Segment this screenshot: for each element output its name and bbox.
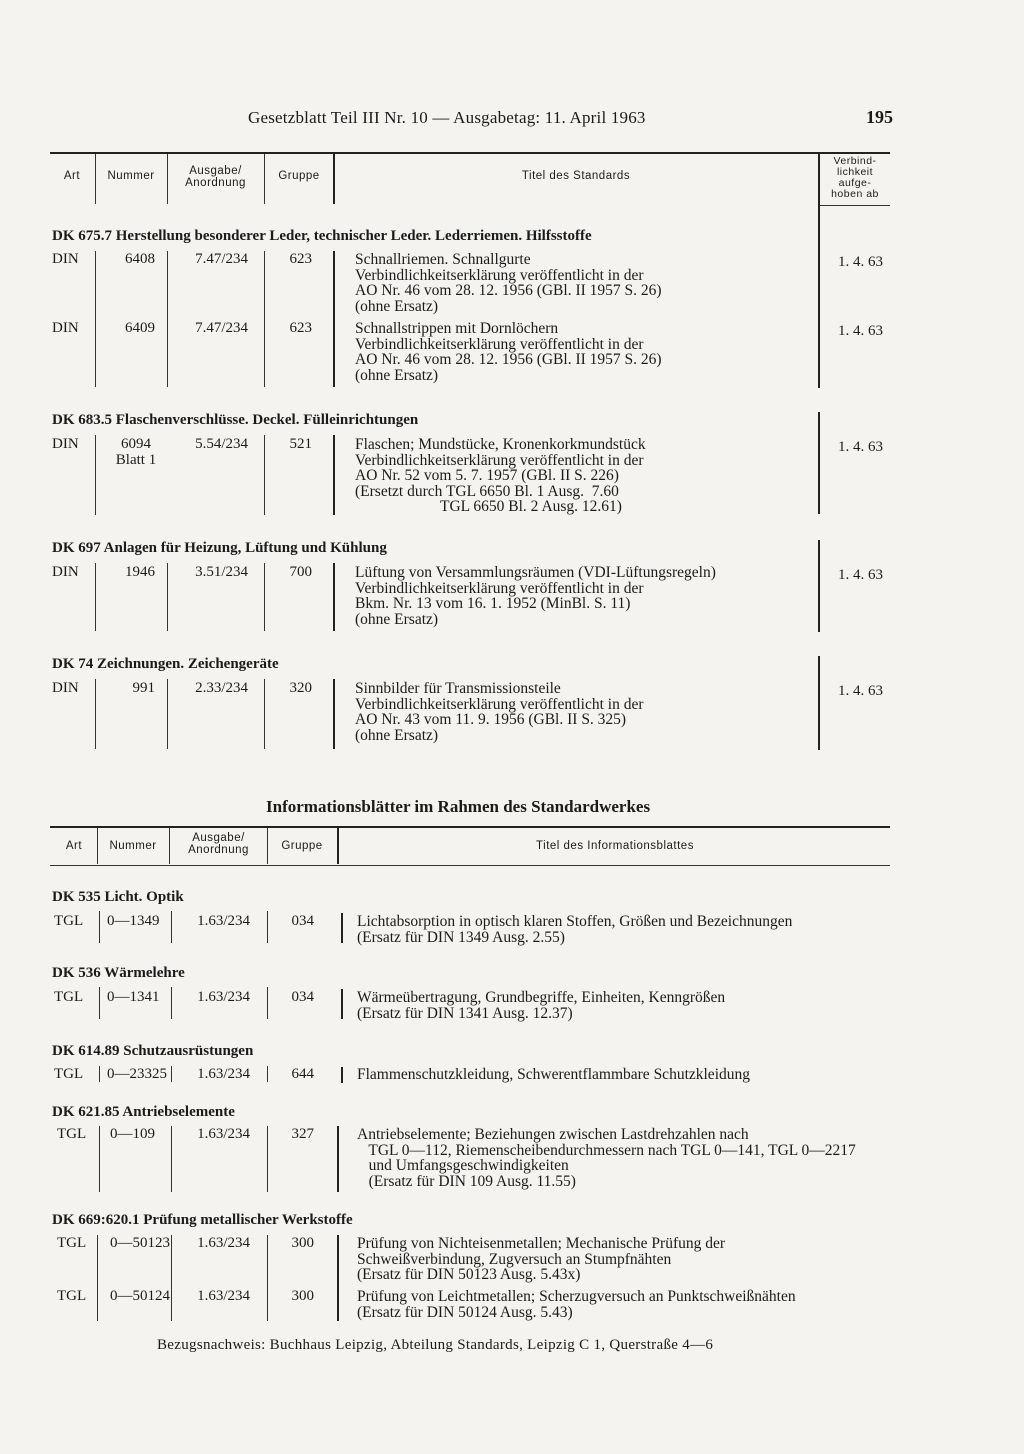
col-header-nummer: Nummer xyxy=(109,840,157,852)
cell-nummer: 0—1341 xyxy=(107,989,160,1005)
cell-art: TGL xyxy=(57,1288,87,1304)
cell-ausgabe: 1.63/234 xyxy=(197,1235,250,1251)
cell-titel: Schnallriemen. Schnallgurte Verbindlichkeitserklärung veröffentlicht in der AO Nr. 46 vom 28. 12. 1956 (GBl. II 1957 S. 26) (ohne Ersatz) xyxy=(355,251,662,315)
col-header-art: Art xyxy=(65,840,83,852)
cell-titel: Wärmeübertragung, Grundbegriffe, Einheiten, Kenngrößen (Ersatz für DIN 1341 Ausg. 12.37) xyxy=(357,989,726,1022)
row-divider xyxy=(264,679,265,749)
cell-ausgabe: 1.63/234 xyxy=(197,1288,250,1304)
row-divider xyxy=(264,251,265,387)
cell-ausgabe: 1.63/234 xyxy=(197,913,250,929)
row-divider xyxy=(341,1067,343,1083)
table1-col-divider xyxy=(95,154,96,204)
cell-gruppe: 644 xyxy=(291,1066,314,1082)
table1-top-rule xyxy=(50,152,890,154)
col-header-gruppe: Gruppe xyxy=(278,170,320,182)
cell-date: 1. 4. 63 xyxy=(838,254,883,270)
row-divider xyxy=(818,540,820,632)
cell-gruppe: 300 xyxy=(291,1235,314,1251)
cell-art: DIN xyxy=(52,251,79,267)
cell-ausgabe: 1.63/234 xyxy=(197,1126,250,1142)
col-header-ausgabe: Ausgabe/ Anordnung xyxy=(185,165,246,189)
row-divider xyxy=(95,679,96,749)
cell-nummer: 991 xyxy=(132,680,155,696)
cell-art: TGL xyxy=(57,1126,87,1142)
cell-date: 1. 4. 63 xyxy=(838,323,883,339)
row-divider xyxy=(167,679,168,749)
cell-date: 1. 4. 63 xyxy=(838,683,883,699)
cell-ausgabe: 7.47/234 xyxy=(195,320,248,336)
cell-ausgabe: 5.54/234 xyxy=(195,436,248,452)
cell-nummer: 6094 Blatt 1 xyxy=(115,436,157,468)
row-divider xyxy=(99,1126,100,1192)
table2-col-divider xyxy=(169,828,170,864)
row-divider xyxy=(97,1235,98,1321)
cell-gruppe: 623 xyxy=(289,251,312,267)
footer-note: Bezugsnachweis: Buchhaus Leipzig, Abteilung Standards, Leipzig C 1, Querstraße 4—6 xyxy=(157,1337,714,1353)
cell-nummer: 0—109 xyxy=(110,1126,155,1142)
group-heading: DK 74 Zeichnungen. Zeichengeräte xyxy=(52,656,279,672)
cell-art: DIN xyxy=(52,436,79,452)
cell-nummer: 0—50124 xyxy=(110,1288,170,1304)
table2-col-divider xyxy=(97,828,98,864)
col-header-titel: Titel des Informationsblattes xyxy=(536,840,694,852)
cell-titel: Lichtabsorption in optisch klaren Stoffen, Größen und Bezeichnungen (Ersatz für DIN 1349 Ausg. 2.55) xyxy=(357,913,793,946)
running-header: Gesetzblatt Teil III Nr. 10 — Ausgabetag: 11. April 1963 xyxy=(248,108,646,127)
cell-art: TGL xyxy=(57,1235,87,1251)
row-divider xyxy=(264,435,265,515)
col-header-nummer: Nummer xyxy=(107,170,155,182)
col-header-art: Art xyxy=(63,170,81,182)
cell-titel: Sinnbilder für Transmissionsteile Verbindlichkeitserklärung veröffentlicht in der AO Nr. 43 vom 11. 9. 1956 (GBl. II S. 325) (ohne Ersatz) xyxy=(355,680,644,744)
group-heading: DK 621.85 Antriebselemente xyxy=(52,1104,235,1120)
cell-ausgabe: 7.47/234 xyxy=(195,251,248,267)
row-divider xyxy=(333,563,335,631)
cell-art: TGL xyxy=(54,989,84,1005)
row-divider xyxy=(341,989,343,1019)
cell-art: DIN xyxy=(52,320,79,336)
row-divider xyxy=(818,412,820,514)
group-heading: DK 535 Licht. Optik xyxy=(52,889,184,905)
row-divider xyxy=(167,251,168,387)
col-header-titel: Titel des Standards xyxy=(521,170,631,182)
group-heading: DK 675.7 Herstellung besonderer Leder, technischer Leder. Lederriemen. Hilfsstoffe xyxy=(52,228,592,244)
table1-col-divider xyxy=(333,154,335,204)
cell-titel: Flaschen; Mundstücke, Kronenkorkmundstück Verbindlichkeitserklärung veröffentlicht in der AO Nr. 52 vom 5. 7. 1957 (GBl. II S. 226) (Ersetzt durch TGL 6650 Bl. 1 Ausg. 7.60 TGL 6650 Bl. 2 Ausg. 12.61) xyxy=(355,436,646,515)
cell-ausgabe: 2.33/234 xyxy=(195,680,248,696)
row-divider xyxy=(264,563,265,631)
cell-art: TGL xyxy=(54,1066,84,1082)
cell-art: DIN xyxy=(52,680,79,696)
cell-titel: Antriebselemente; Beziehungen zwischen Lastdrehzahlen nach TGL 0—112, Riemenscheibendurchmessern nach TGL 0—141, TGL 0—2217 und Umfangsgeschwindigkeiten (Ersatz für DIN 109 Ausg. 11.55) xyxy=(357,1126,856,1190)
cell-art: DIN xyxy=(52,564,79,580)
row-divider xyxy=(333,435,335,515)
table1-col-divider xyxy=(167,154,168,204)
cell-gruppe: 300 xyxy=(291,1288,314,1304)
cell-nummer: 0—1349 xyxy=(107,913,160,929)
row-divider xyxy=(337,1235,339,1321)
col-header-ausgabe: Ausgabe/ Anordnung xyxy=(188,832,249,856)
cell-titel: Lüftung von Versammlungsräumen (VDI-Lüftungsregeln) Verbindlichkeitserklärung veröffentlicht in der Bkm. Nr. 13 vom 16. 1. 1952 (MinBl. S. 11) (ohne Ersatz) xyxy=(355,564,716,628)
cell-date: 1. 4. 63 xyxy=(838,567,883,583)
table2-top-rule xyxy=(50,826,890,828)
table1-col-divider xyxy=(264,154,265,204)
cell-gruppe: 623 xyxy=(289,320,312,336)
row-divider xyxy=(95,435,96,515)
row-divider xyxy=(333,251,335,387)
row-divider xyxy=(99,1066,100,1082)
row-divider xyxy=(341,913,343,943)
cell-art: TGL xyxy=(54,913,84,929)
cell-nummer: 0—23325 xyxy=(107,1066,167,1082)
cell-ausgabe: 3.51/234 xyxy=(195,564,248,580)
col-header-verbindlichkeit: Verbind- lichkeit aufge- hoben ab xyxy=(831,155,879,200)
table2-col-divider xyxy=(337,828,339,864)
row-divider xyxy=(99,987,100,1019)
cell-gruppe: 034 xyxy=(291,989,314,1005)
group-heading: DK 683.5 Flaschenverschlüsse. Deckel. Fülleinrichtungen xyxy=(52,412,419,428)
cell-ausgabe: 1.63/234 xyxy=(197,989,250,1005)
table2-col-divider xyxy=(267,828,268,864)
cell-nummer: 0—50123 xyxy=(110,1235,170,1251)
group-heading: DK 536 Wärmelehre xyxy=(52,965,185,981)
cell-titel: Schnallstrippen mit Dornlöchern Verbindlichkeitserklärung veröffentlicht in der AO Nr. 46 vom 28. 12. 1956 (GBl. II 1957 S. 26) (ohne Ersatz) xyxy=(355,320,662,384)
row-divider xyxy=(95,563,96,631)
row-divider xyxy=(99,911,100,943)
group-heading: DK 697 Anlagen für Heizung, Lüftung und Kühlung xyxy=(52,540,387,556)
cell-nummer: 6408 xyxy=(125,251,155,267)
section-heading: Informationsblätter im Rahmen des Standardwerkes xyxy=(266,797,651,816)
col-header-gruppe: Gruppe xyxy=(281,840,323,852)
cell-gruppe: 521 xyxy=(289,436,312,452)
cell-date: 1. 4. 63 xyxy=(838,439,883,455)
row-divider xyxy=(95,251,96,387)
cell-titel: Prüfung von Nichteisenmetallen; Mechanische Prüfung der Schweißverbindung, Zugversuch an Stumpfnähten (Ersatz für DIN 50123 Ausg. 5.43x) xyxy=(357,1235,726,1283)
table1-header-rule xyxy=(820,205,890,206)
cell-nummer: 1946 xyxy=(125,564,155,580)
cell-titel: Prüfung von Leichtmetallen; Scherzugversuch an Punktschweißnähten (Ersatz für DIN 50124 Ausg. 5.43) xyxy=(357,1288,796,1321)
cell-nummer: 6409 xyxy=(125,320,155,336)
row-divider xyxy=(818,656,820,750)
cell-gruppe: 700 xyxy=(289,564,312,580)
cell-gruppe: 034 xyxy=(291,913,314,929)
cell-gruppe: 327 xyxy=(291,1126,314,1142)
row-divider xyxy=(167,563,168,631)
table2-header-rule xyxy=(50,865,890,866)
page-number: 195 xyxy=(866,107,893,127)
row-divider xyxy=(333,679,335,749)
group-heading: DK 669:620.1 Prüfung metallischer Werkstoffe xyxy=(52,1212,353,1228)
row-divider xyxy=(337,1126,339,1192)
group-heading: DK 614.89 Schutzausrüstungen xyxy=(52,1043,254,1059)
cell-gruppe: 320 xyxy=(289,680,312,696)
cell-ausgabe: 1.63/234 xyxy=(197,1066,250,1082)
cell-titel: Flammenschutzkleidung, Schwerentflammbare Schutzkleidung xyxy=(357,1066,750,1083)
